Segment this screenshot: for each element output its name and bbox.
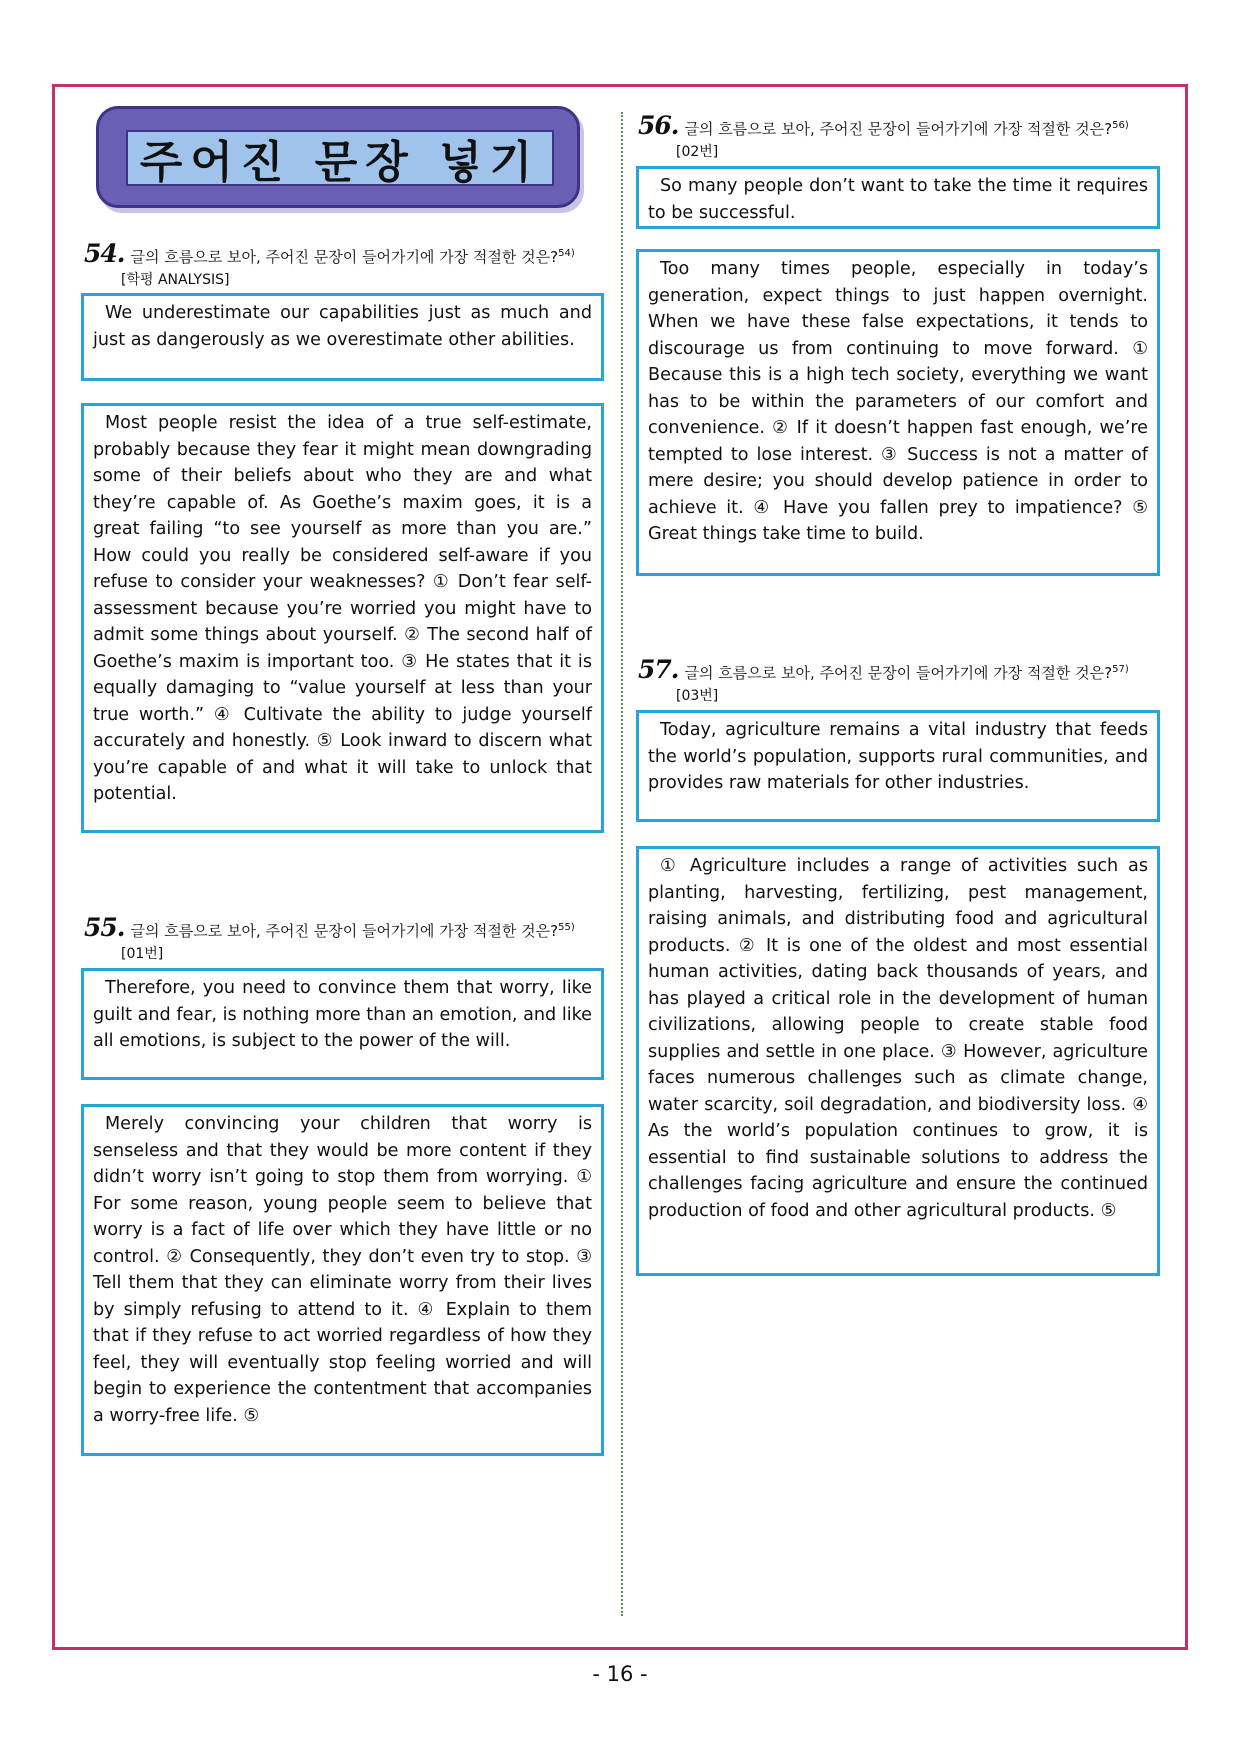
passage-box <box>81 403 604 833</box>
given-sentence-box <box>81 293 604 381</box>
question-instruction: 글의 흐름으로 보아, 주어진 문장이 들어가기에 가장 적절한 것은? <box>684 664 1113 682</box>
question-heading-57 <box>638 655 1129 684</box>
question-instruction: 글의 흐름으로 보아, 주어진 문장이 들어가기에 가장 적절한 것은? <box>130 248 559 266</box>
page-number: - 16 - <box>592 1662 648 1686</box>
given-sentence: So many people don’t want to take the time it requires to be successful. <box>648 176 1148 223</box>
question-number: 57. <box>638 655 679 684</box>
given-sentence: Today, agriculture remains a vital industry that feeds the world’s population, supports rural communities, and provides raw materials for other industries. <box>648 720 1148 793</box>
given-sentence: Therefore, you need to convince them that worry, like guilt and fear, is nothing more than an emotion, and like all emotions, is subject to the power of the will. <box>93 978 592 1051</box>
passage-box <box>636 846 1160 1276</box>
column-divider <box>621 112 623 1616</box>
question-heading-55 <box>84 913 575 942</box>
given-sentence: We underestimate our capabilities just as much and just as dangerously as we overestimate other abilities. <box>93 303 592 350</box>
given-sentence-box <box>81 968 604 1080</box>
footnote-ref: 55) <box>558 922 575 933</box>
question-number: 55. <box>84 913 125 942</box>
question-source: [02번] <box>676 144 719 160</box>
title-banner-inner <box>126 130 554 186</box>
page-title: 주어진 문장 넣기 <box>139 137 541 188</box>
question-heading-54 <box>84 239 575 268</box>
question-instruction: 글의 흐름으로 보아, 주어진 문장이 들어가기에 가장 적절한 것은? <box>684 120 1113 138</box>
question-instruction: 글의 흐름으로 보아, 주어진 문장이 들어가기에 가장 적절한 것은? <box>130 922 559 940</box>
given-sentence-box <box>636 710 1160 822</box>
footnote-ref: 54) <box>558 248 575 259</box>
passage-text: Merely convincing your children that worry is senseless and that they would be more content if they didn’t worry isn’t going to stop them from worrying. ① For some reason, young people seem to believe that worry is a fact of life over which they have little or no control. ② Consequently, they don’t even try to stop. ③ Tell them that they can eliminate worry from their lives by simply refusing to attend to it. ④ Explain to them that if they refuse to act worried regardless of how they feel, they will eventually stop feeling worried and will begin to experience the contentment that accompanies a worry-free life. ⑤ <box>93 1114 592 1426</box>
question-source: [03번] <box>676 688 719 704</box>
question-source: [01번] <box>121 946 164 962</box>
passage-box <box>636 249 1160 576</box>
passage-text: ① Agriculture includes a range of activities such as planting, harvesting, fertilizing, pest management, raising animals, and distributing food and agricultural products. ② It is one of the oldest and most essential human activities, dating back thousands of years, and has played a critical role in the development of human civilizations, allowing people to create stable food supplies and settle in one place. ③ However, agriculture faces numerous challenges such as climate change, water scarcity, soil degradation, and biodiversity loss. ④ As the world’s population continues to grow, it is essential to find sustainable solutions to address the challenges facing agriculture and ensure the continued production of food and other agricultural products. ⑤ <box>648 856 1148 1221</box>
question-heading-56 <box>638 111 1129 140</box>
footnote-ref: 56) <box>1112 120 1129 131</box>
passage-box <box>81 1104 604 1456</box>
given-sentence-box <box>636 166 1160 229</box>
passage-text: Too many times people, especially in today’s generation, expect things to just happen overnight. When we have these false expectations, it tends to discourage us from continuing to move forward. ① Because this is a high tech society, everything we want has to be within the parameters of our comfort and convenience. ② If it doesn’t happen fast enough, we’re tempted to lose interest. ③ Success is not a matter of mere desire; you should develop patience in order to achieve it. ④ Have you fallen prey to impatience? ⑤ Great things take time to build. <box>648 259 1148 544</box>
question-number: 56. <box>638 111 679 140</box>
passage-text: Most people resist the idea of a true self-estimate, probably because they fear it might mean downgrading some of their beliefs about who they are and what they’re capable of. As Goethe’s maxim goes, it is a great failing “to see yourself as more than you are.” How could you really be considered self-aware if you refuse to consider your weaknesses? ① Don’t fear self-assessment because you’re worried you might have to admit some things about yourself. ② The second half of Goethe’s maxim is important too. ③ He states that it is equally damaging to “value yourself at less than your true worth.” ④ Cultivate the ability to judge yourself accurately and honestly. ⑤ Look inward to discern what you’re capable of and what it will take to unlock that potential. <box>93 413 592 804</box>
footnote-ref: 57) <box>1112 664 1129 675</box>
question-source: [학평 ANALYSIS] <box>121 272 230 288</box>
question-number: 54. <box>84 239 125 268</box>
